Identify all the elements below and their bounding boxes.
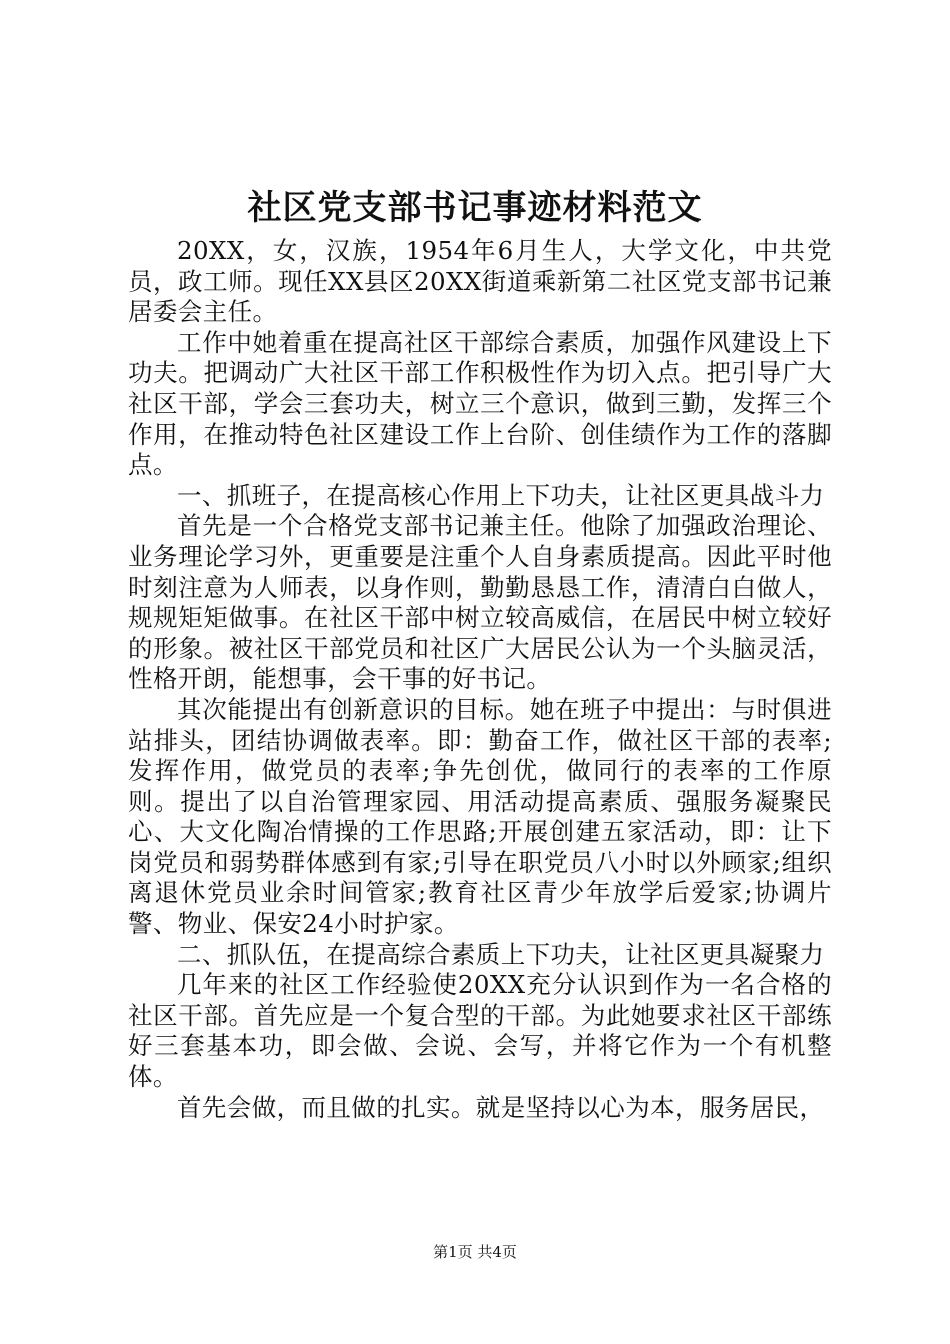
section-heading-1: 一、抓班子，在提高核心作用上下功夫，让社区更具战斗力: [177, 480, 825, 510]
paragraph-qualified-secretary: 首先是一个合格党支部书记兼主任。他除了加强政治理论、业务理论学习外，更重要是注重个人自身素质提高。因此平时他时刻注意为人师表，以身作则，勤勤恳恳工作，清清白白做人，规规矩矩做事。在社区干部中树立较高威信，在居民中树立较好的形象。被社区干部党员和社区广大居民公认为一个头脑灵活，性格开朗，能想事，会干事的好书记。: [128, 511, 832, 694]
document-title: 社区党支部书记事迹材料范文: [247, 188, 703, 228]
paragraph-experience: 几年来的社区工作经验使20XX充分认识到作为一名合格的社区干部。首先应是一个复合型的干部。为此她要求社区干部练好三套基本功，即会做、会说、会写，并将它作为一个有机整体。: [128, 970, 832, 1092]
paragraph-work-focus: 工作中她着重在提高社区干部综合素质，加强作风建设上下功夫。把调动广大社区干部工作积极性作为切入点。把引导广大社区干部，学会三套功夫，树立三个意识，做到三勤，发挥三个作用，在推动特色社区建设工作上台阶、创佳绩作为工作的落脚点。: [128, 327, 832, 480]
document-body: [128, 236, 832, 1123]
page-footer: 第1页 共4页: [433, 1243, 517, 1261]
section-heading-2: 二、抓队伍，在提高综合素质上下功夫，让社区更具凝聚力: [177, 939, 825, 969]
paragraph-intro: 20XX，女，汉族，1954年6月生人，大学文化，中共党员，政工师。现任XX县区20XX街道乘新第二社区党支部书记兼居委会主任。: [128, 236, 832, 327]
paragraph-can-do: 首先会做，而且做的扎实。就是坚持以心为本，服务居民，: [177, 1092, 825, 1122]
paragraph-innovative-goals: 其次能提出有创新意识的目标。她在班子中提出：与时俱进站排头，团结协调做表率。即：勤奋工作，做社区干部的表率;发挥作用，做党员的表率;争先创优，做同行的表率的工作原则。提出了以自治管理家园、用活动提高素质、强服务凝聚民心、大文化陶冶情操的工作思路;开展创建五家活动，即：让下岗党员和弱势群体感到有家;引导在职党员八小时以外顾家;组织离退休党员业余时间管家;教育社区青少年放学后爱家;协调片警、物业、保安24小时护家。: [128, 694, 832, 939]
